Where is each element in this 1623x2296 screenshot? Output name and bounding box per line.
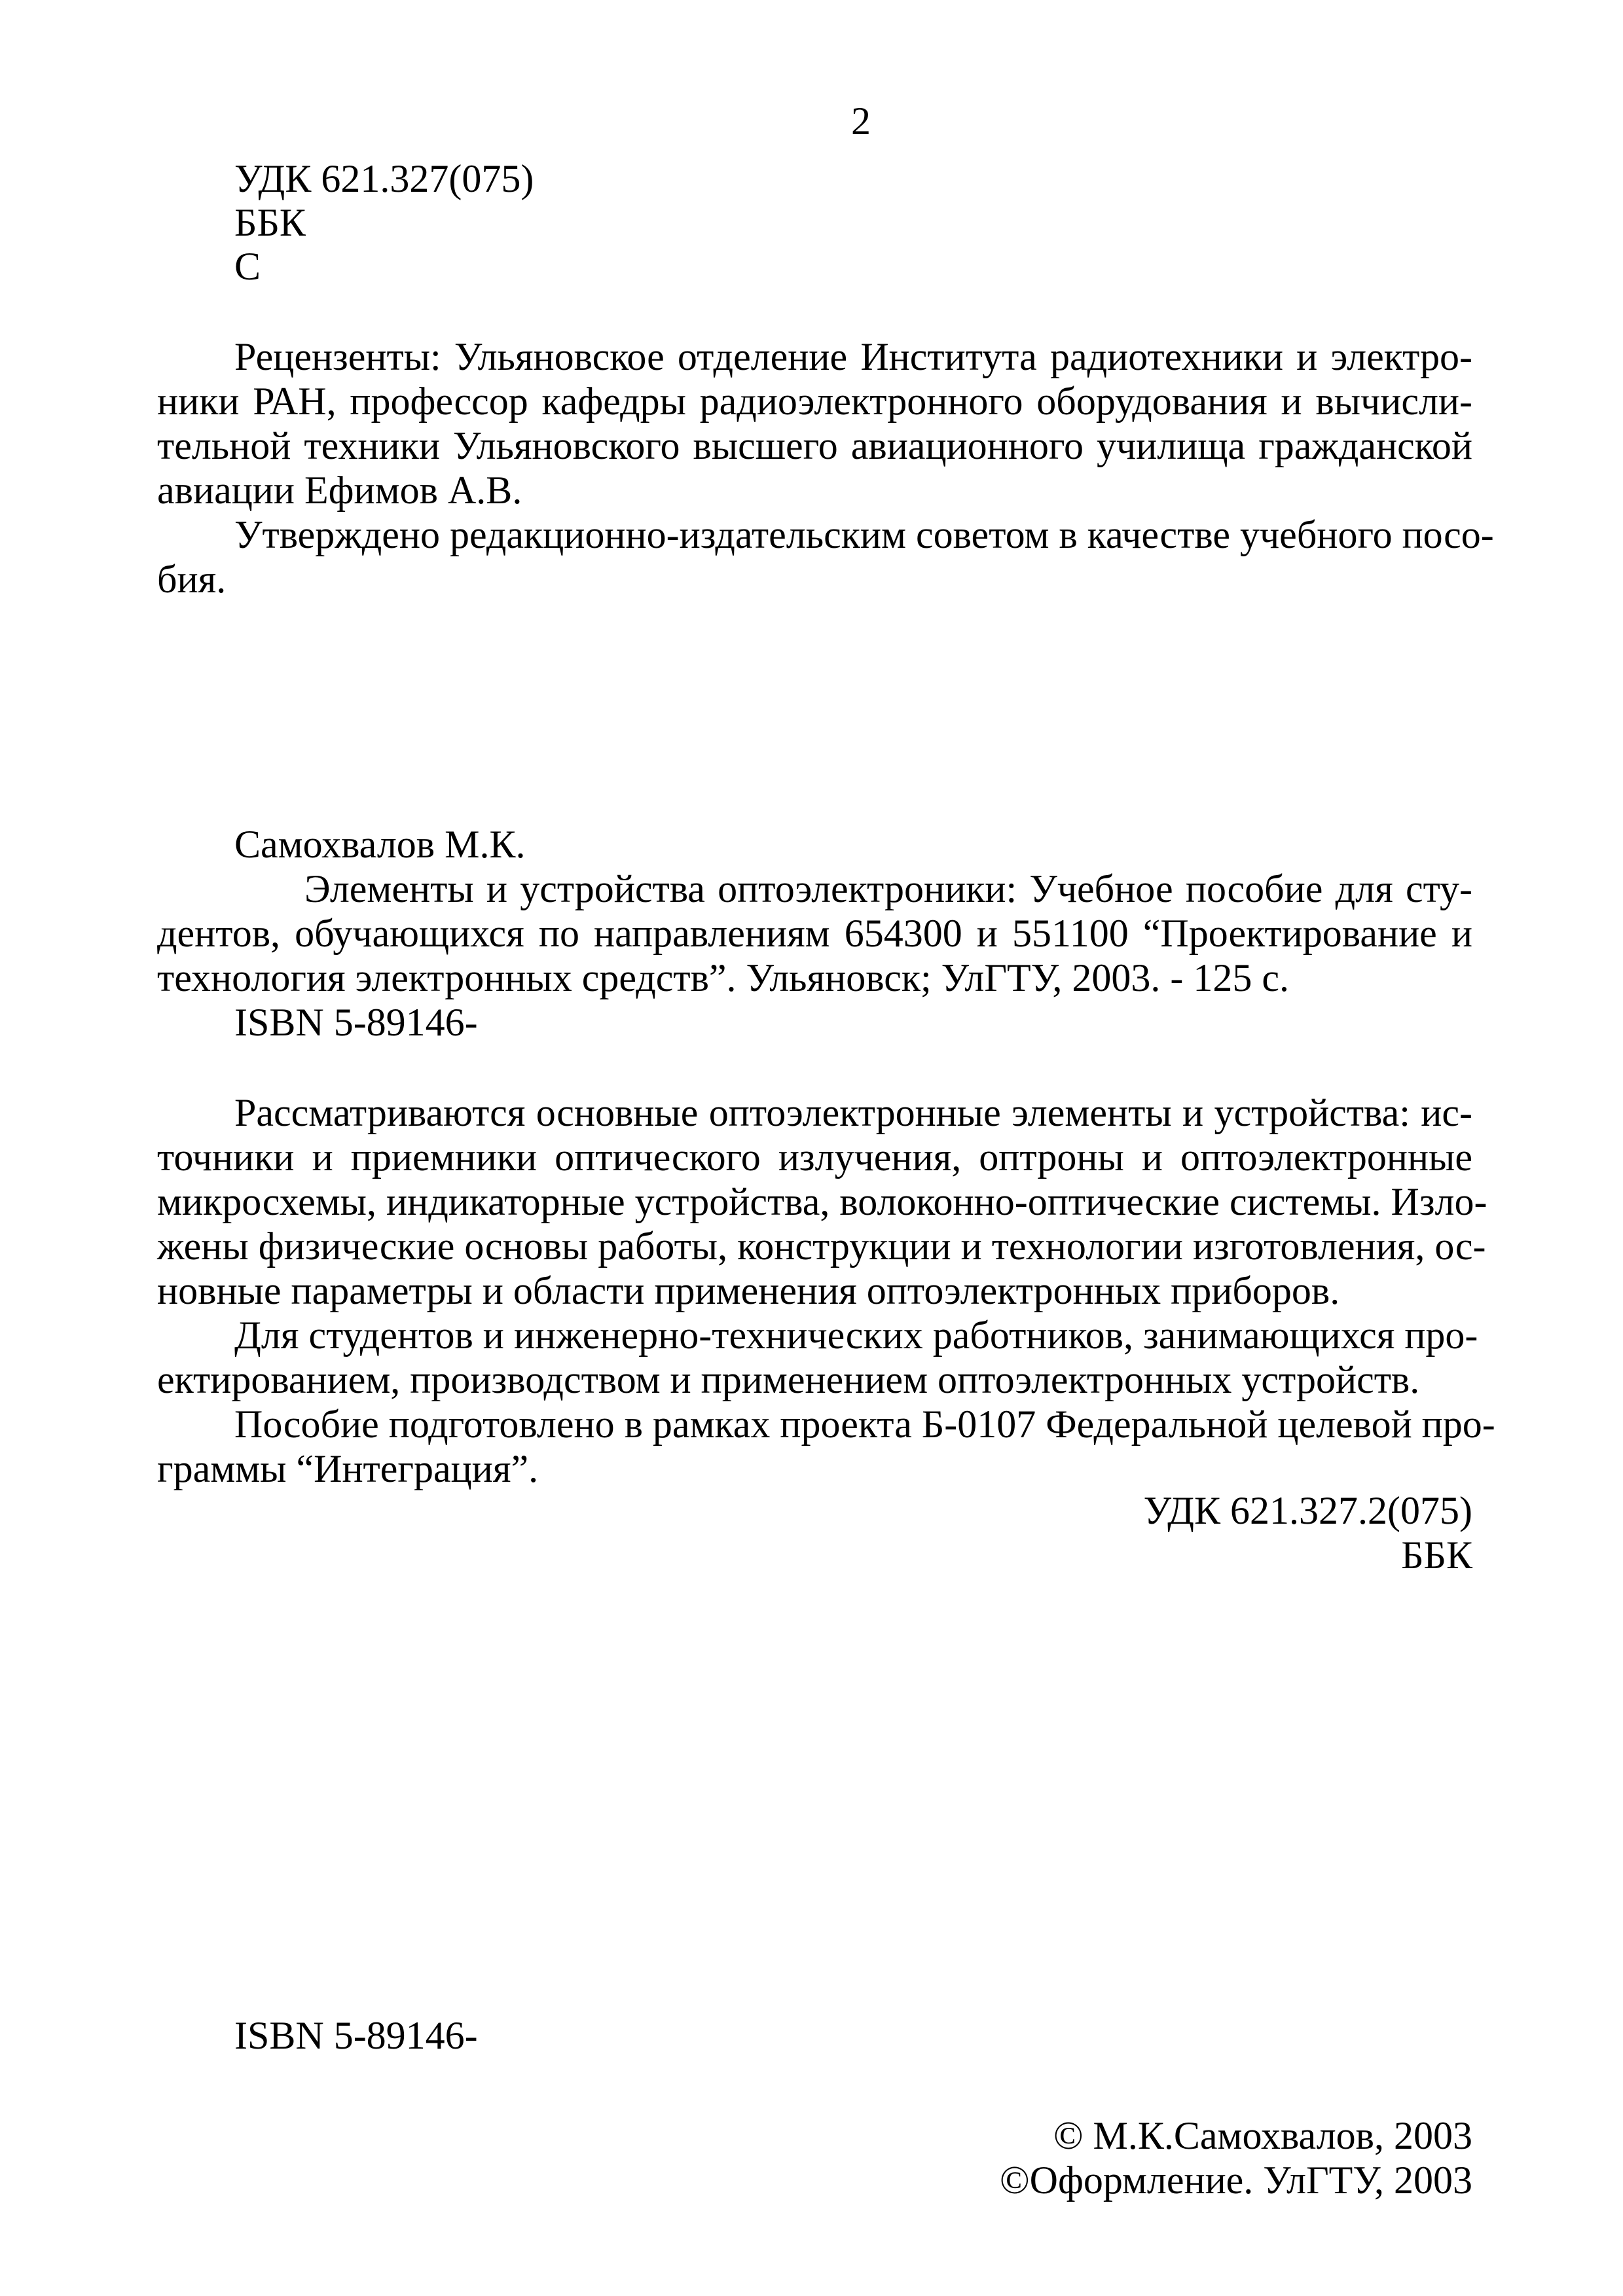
copyright-author: © М.К.Самохвалов, 2003 <box>1053 2114 1472 2157</box>
footer-isbn: ISBN 5-89146- <box>234 2014 478 2057</box>
bib-line-3: технология электронных средств”. Ульяновск; УлГТУ, 2003. - 125 с. <box>157 956 1289 999</box>
page-number: 2 <box>851 99 871 143</box>
approval-line-2: бия. <box>157 558 227 601</box>
abstract-p2-line-1: Для студентов и инженерно-технических работников, занимающихся про- <box>234 1314 1478 1357</box>
abstract-p3-line-1: Пособие подготовлено в рамках проекта Б-0107 Федеральной целевой про- <box>234 1403 1495 1446</box>
reviewers-line-2: ники РАН, профессор кафедры радиоэлектронного оборудования и вычисли- <box>157 380 1472 423</box>
abstract-p3-line-2: граммы “Интеграция”. <box>157 1447 539 1490</box>
abstract-p1-line-3: микросхемы, индикаторные устройства, волоконно-оптические системы. Изло- <box>157 1180 1487 1223</box>
udk-code: УДК 621.327(075) <box>234 157 534 200</box>
udk-code-right: УДК 621.327.2(075) <box>1143 1489 1472 1532</box>
reviewers-line-4: авиации Ефимов А.В. <box>157 469 522 512</box>
reviewers-line-1: Рецензенты: Ульяновское отделение Института радиотехники и электро- <box>234 335 1472 378</box>
approval-line-1: Утверждено редакционно-издательским советом в качестве учебного посо- <box>234 513 1494 556</box>
bbk-code: ББК <box>234 201 306 244</box>
bbk-code-right: ББК <box>1401 1534 1472 1577</box>
reviewers-line-3: тельной техники Ульяновского высшего авиационного училища гражданской <box>157 424 1472 467</box>
bib-line-1: Элементы и устройства оптоэлектроники: Учебное пособие для сту- <box>304 867 1472 910</box>
abstract-p1-line-1: Рассматриваются основные оптоэлектронные элементы и устройства: ис- <box>234 1091 1472 1134</box>
copyright-design: ©Оформление. УлГТУ, 2003 <box>1000 2159 1472 2202</box>
abstract-p1-line-5: новные параметры и области применения оптоэлектронных приборов. <box>157 1269 1340 1312</box>
abstract-p2-line-2: ектированием, производством и применением оптоэлектронных устройств. <box>157 1358 1420 1401</box>
bib-isbn: ISBN 5-89146- <box>234 1001 478 1044</box>
author-mark: С <box>234 245 261 288</box>
bib-author: Самохвалов М.К. <box>234 823 526 866</box>
abstract-p1-line-4: жены физические основы работы, конструкции и технологии изготовления, ос- <box>157 1225 1486 1268</box>
abstract-p1-line-2: точники и приемники оптического излучения, оптроны и оптоэлектронные <box>157 1136 1472 1179</box>
bib-line-2: дентов, обучающихся по направлениям 654300 и 551100 “Проектирование и <box>157 912 1472 955</box>
